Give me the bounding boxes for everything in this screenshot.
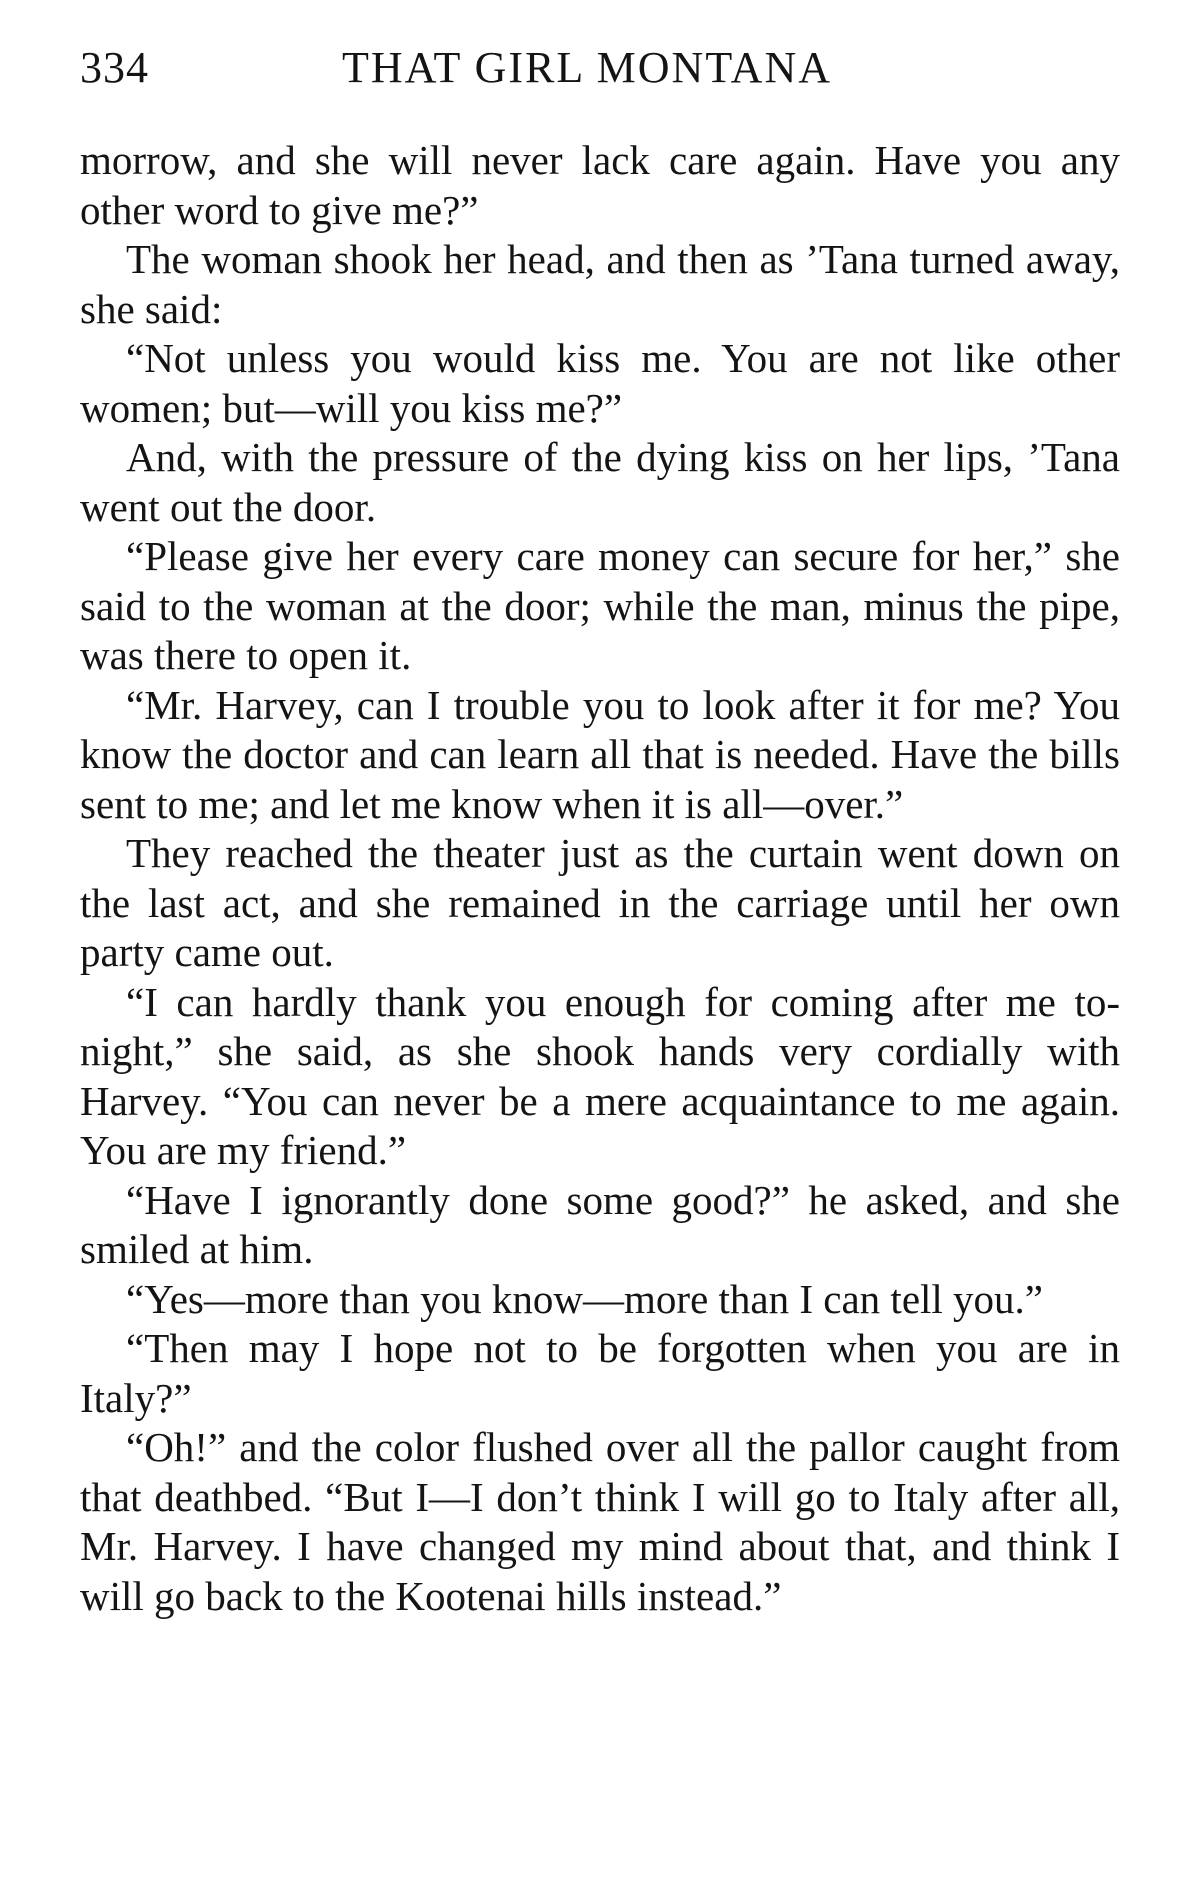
- paragraph: “Have I ignorantly done some good?” he asked, and she smiled at him.: [80, 1176, 1120, 1272]
- paragraph: The woman shook her head, and then as ’Tana turned away, she said:: [80, 236, 1120, 332]
- paragraph: “Please give her every care money can secure for her,” she said to the woman at the door; while the man, minus the pipe, was there to open it.: [80, 533, 1120, 678]
- paragraph: They reached the theater just as the curtain went down on the last act, and she remained in the carriage until her own party came out.: [80, 830, 1120, 975]
- running-title: THAT GIRL MONTANA: [342, 43, 833, 92]
- paragraph: morrow, and she will never lack care again. Have you any other word to give me?”: [80, 137, 1120, 233]
- paragraph: And, with the pressure of the dying kiss on her lips, ’Tana went out the door.: [80, 434, 1120, 530]
- body-text: [80, 136, 1120, 1621]
- page-header: [80, 42, 1120, 102]
- paragraph: “Oh!” and the color flushed over all the pallor caught from that deathbed. “But I—I don’t think I will go to Italy after all, Mr. Harvey. I have changed my mind about that, and think I will go back to the Kootenai hills instead.”: [80, 1424, 1120, 1619]
- paragraph: “Mr. Harvey, can I trouble you to look after it for me? You know the doctor and can learn all that is needed. Have the bills sent to me; and let me know when it is all—over.”: [80, 681, 1120, 827]
- page-number: 334: [80, 43, 149, 92]
- paragraph: “Yes—more than you know—more than I can tell you.”: [126, 1275, 1043, 1322]
- paragraph: “I can hardly thank you enough for coming after me to-night,” she said, as she shook hands very cordially with Harvey. “You can never be a mere acquaintance to me again. You are my friend.”: [80, 978, 1120, 1173]
- paragraph: “Not unless you would kiss me. You are not like other women; but—will you kiss me?”: [80, 335, 1120, 431]
- paragraph: “Then may I hope not to be forgotten when you are in Italy?”: [80, 1325, 1120, 1421]
